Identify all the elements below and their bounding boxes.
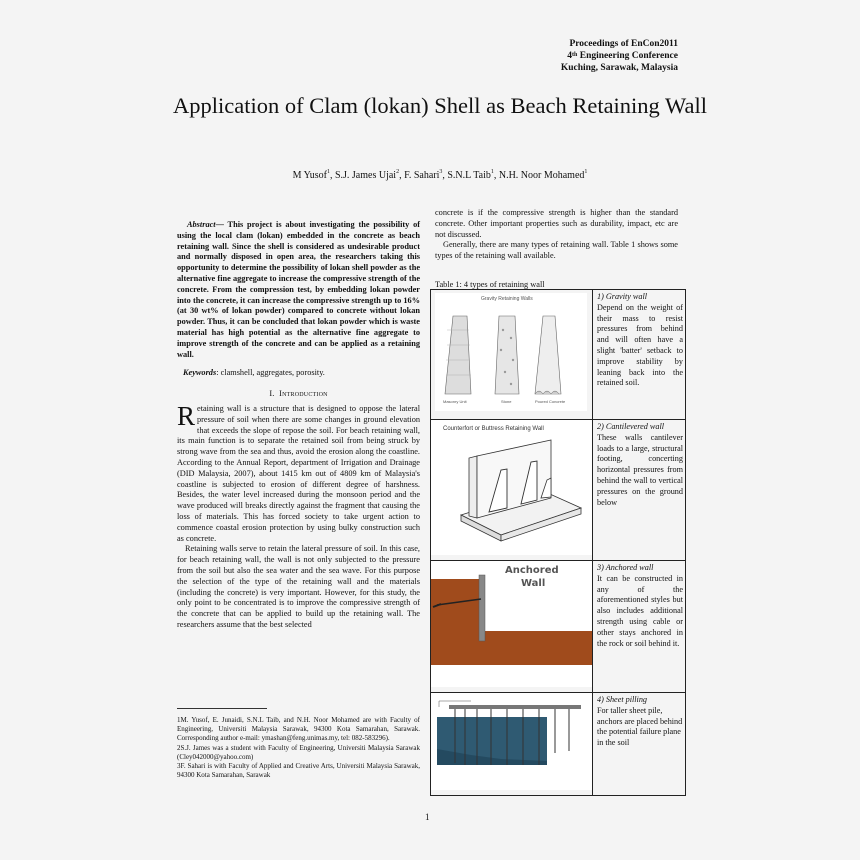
- abstract-text: — This project is about investigating the possibility of using the local clam (lokan) embedded in the concrete as beach retaining wall. Since the shell is considered as undesirable product and normally disposed in open area, the researchers taking this opportunity to determine the possibility of lokan shell powder as the alternative fine aggregate to increase the compressive strength of the concrete. From the compression test, by embedding lokan powder into the concrete, it can increase the compressive strength up to 16% (at 30 wt% of lokan powder) compared to concrete without lokan powder. Thus, it can be concluded that lokan powder which is waste material has high potential as the alternative fine aggregate to improve strength of the concrete and can be applied as a retaining wall.: [177, 220, 420, 359]
- conference-edition: 4th Engineering Conference: [567, 51, 678, 61]
- sheet-pile-image: [431, 693, 592, 790]
- sheet-pile-figure: [431, 693, 593, 796]
- sheet-pile-description: [593, 693, 686, 796]
- right-paragraph-1: concrete is if the compressive strength is higher than the standard concrete. Other important properties such as durability, impact, etc are not discussed.: [435, 208, 678, 239]
- gravity-label-poured: Poured Concrete: [535, 399, 566, 404]
- gravity-wall-text: Depend on the weight of their mass to resist pressures from behind and will often have a slight 'batter' setback to improve stability by leaning back into the retained soil.: [597, 302, 683, 388]
- footnote-rule: [177, 708, 267, 709]
- cantilever-wall-description: [593, 420, 686, 561]
- anchored-wall-image: [431, 561, 592, 687]
- abstract: [177, 220, 420, 360]
- anchored-image-title: Anchored Wall: [505, 565, 559, 589]
- retaining-wall-table: [430, 289, 686, 796]
- gravity-label-stone: Stone: [501, 399, 512, 404]
- cantilever-wall-image: [431, 420, 592, 555]
- right-column: [435, 208, 678, 262]
- conference-location: Kuching, Sarawak, Malaysia: [560, 63, 678, 73]
- right-paragraph-2: Generally, there are many types of retaining wall. Table 1 shows some types of the retaining wall available.: [435, 240, 678, 261]
- cantilever-wall-figure: [431, 420, 593, 561]
- anchored-wall-description: [593, 561, 686, 693]
- footnotes: [177, 716, 420, 780]
- footnote-2: 2S.J. James was a student with Faculty of Engineering, Universiti Malaysia Sarawak (Cley042000@yahoo.com): [177, 743, 420, 761]
- gravity-label-masonry: Masonry Unit: [443, 399, 467, 404]
- dropcap: R: [177, 400, 196, 431]
- footnote-3: 3F. Sahari is with Faculty of Applied and Creative Arts, Universiti Malaysia Sarawak, 94300 Kota Samarahan, Sarawak: [177, 762, 420, 780]
- keywords-text: : clamshell, aggregates, porosity.: [216, 368, 325, 378]
- table-caption: Table 1: 4 types of retaining wall: [435, 280, 545, 289]
- anchored-wall-text: It can be constructed in any of the aforementioned styles but also includes additional strength using cable or other stays anchored in the rock or soil behind it.: [597, 573, 683, 648]
- table-row: [431, 693, 686, 796]
- cantilever-wall-text: These walls cantilever loads to a large, structural footing, concerting horizontal pressures from behind the wall to vertical pressures on the ground below: [597, 432, 683, 507]
- table-row: [431, 290, 686, 420]
- gravity-wall-figure: [431, 290, 593, 420]
- anchored-wall-figure: [431, 561, 593, 693]
- gravity-wall-image: [431, 290, 592, 414]
- gravity-wall-title: 1) Gravity wall: [597, 292, 648, 301]
- conference-name: Proceedings of EnCon2011: [569, 39, 678, 49]
- section-heading: [177, 389, 420, 400]
- author-list: M Yusof$^1$, S.J. James Ujai$^2$, F. Sahari$^3$, S.N.L Taib$^1$, N.H. Noor Mohamed$^1$: [292, 169, 588, 181]
- table-row: [431, 420, 686, 561]
- intro-paragraph-1: [177, 400, 420, 544]
- keywords: [177, 368, 420, 379]
- table-row: [431, 561, 686, 693]
- sheet-pile-title: 4) Sheet pilling: [597, 695, 648, 704]
- intro-paragraph-2: Retaining walls serve to retain the lateral pressure of soil. In this case, for beach retaining wall, the wall is not only subjected to the pressure from the soil but also the sea water and the sea wave. For this purpose the selection of the type of the retaining wall and the materials (including the concrete) is very important. However, for this study, the only point to be concentrated is to improve the compressive strength of the concrete that can be applied to build up the retaining wall. The researchers assume that the best selected: [177, 544, 420, 629]
- section-number: I.: [269, 389, 275, 399]
- section-title: Introduction: [279, 389, 328, 399]
- keywords-label: Keywords: [183, 368, 217, 378]
- gravity-image-title: Gravity Retaining Walls: [481, 296, 533, 302]
- intro-paragraph-1-text: etaining wall is a structure that is designed to oppose the lateral pressure of soil when there are some changes in ground elevation that exceeds the slope of repose the soil. For beach retaining wall, its main function is to separate the retained soil from being struck by strong wave from the sea and thus, avoid the erosion along the coastline. According to the Annual Report, department of Irrigation and Drainage (DID Malaysia, 2007), about 1415 km out of 4809 km of Malaysia's coastline is subjected to erosion of different degree of harshness. Besides, the water level increased during the monsoon period and the wave produced will breaks directly against the fragment that causing the loss of materials. This has forced society to take urgent action to commence coastal erosion protection by using bulky construction such as concrete.: [177, 403, 420, 543]
- anchored-wall-title: 3) Anchored wall: [597, 563, 654, 572]
- page-number: 1: [425, 812, 430, 822]
- paper-title: Application of Clam (lokan) Shell as Beach Retaining Wall: [173, 93, 707, 118]
- cantilever-image-title: Counterfort or Buttress Retaining Wall: [443, 426, 544, 432]
- abstract-label: Abstract: [187, 220, 216, 229]
- gravity-wall-description: [593, 290, 686, 420]
- left-column: [177, 220, 420, 631]
- cantilever-wall-title: 2) Cantilevered wall: [597, 422, 665, 431]
- conference-header: [561, 38, 678, 74]
- footnote-1: 1M. Yusof, E. Junaidi, S.N.L Taib, and N.H. Noor Mohamed are with Faculty of Engineering, Universiti Malaysia Sarawak, 94300 Kota Samarahan, Sarawak. Corresponding author e-mail: ymashan@feng.unimas.my, tel: 082-583296).: [177, 716, 420, 743]
- sheet-pile-text: For taller sheet pile, anchors are placed behind the potential failure plane in the soil: [597, 705, 683, 748]
